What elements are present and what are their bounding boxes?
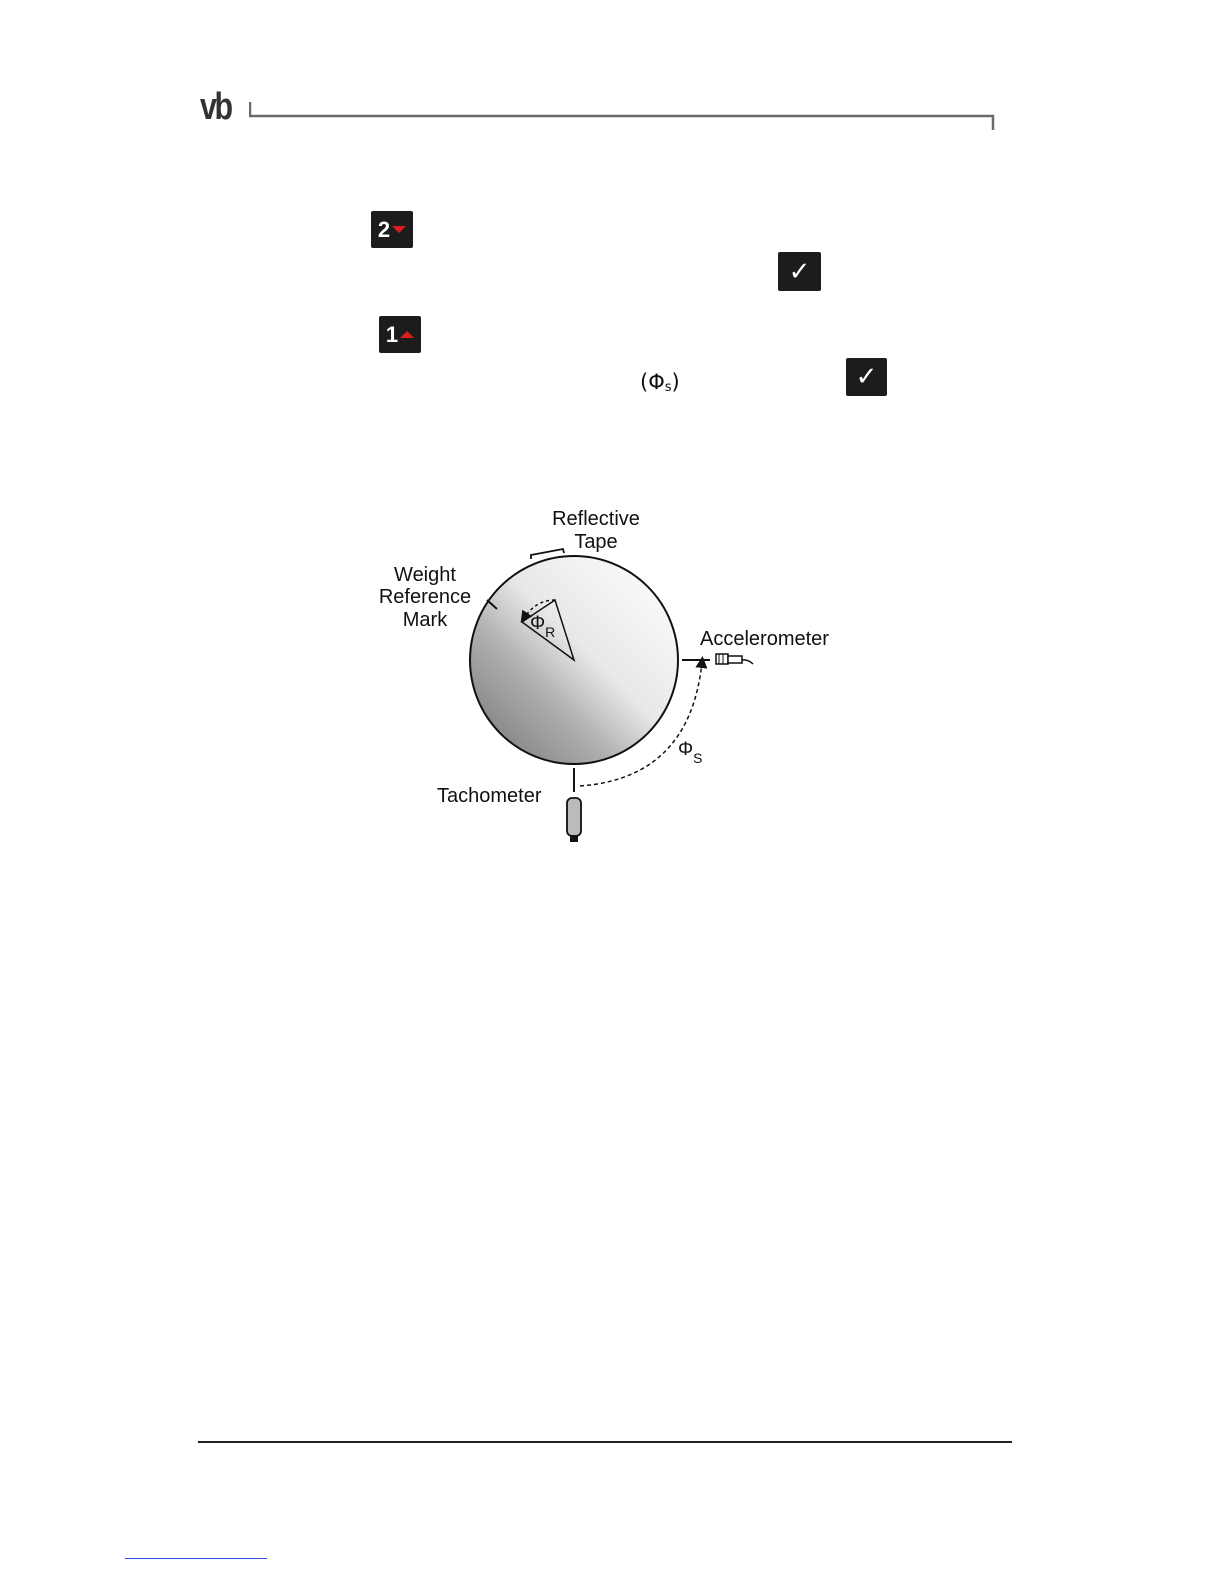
key-1-label: 1 <box>385 321 399 347</box>
balancing-diagram <box>360 495 880 855</box>
phi-s-phi: Φ <box>648 370 665 394</box>
label-reference: Reference <box>378 586 472 608</box>
label-phi-r-sub: R <box>545 624 556 640</box>
label-phi-s-sub: S <box>693 750 703 766</box>
check-icon: ✓ <box>855 362 878 392</box>
check-icon: ✓ <box>788 256 811 287</box>
label-weight: Weight <box>394 564 456 586</box>
label-mark: Mark <box>402 609 448 631</box>
footer-link-underline[interactable] <box>125 1558 267 1559</box>
phi-s-sub: s <box>664 380 672 395</box>
vb-logo: vb <box>200 86 231 128</box>
label-tape: Tape <box>574 531 618 553</box>
label-phi-s <box>678 739 703 766</box>
label-phi-s-phi: Φ <box>678 739 694 760</box>
footer-rule <box>198 1441 1012 1443</box>
red-up-arrow-icon <box>400 331 414 339</box>
label-reflective: Reflective <box>552 508 640 530</box>
key-2-down-button[interactable] <box>371 211 413 248</box>
accelerometer-sensor-icon <box>716 654 753 664</box>
phi-s-symbol: $(\Phi_s)$ <box>640 370 680 395</box>
key-2-label: 2 <box>377 216 391 242</box>
tachometer-probe-icon <box>567 798 581 842</box>
header-rule <box>249 102 995 130</box>
check-button[interactable] <box>778 252 821 291</box>
check-button-2[interactable] <box>846 358 887 396</box>
key-1-up-button[interactable] <box>379 316 421 353</box>
label-phi-r-phi: Φ <box>530 613 546 634</box>
label-tachometer: Tachometer <box>437 785 542 807</box>
red-down-arrow-icon <box>392 226 406 234</box>
label-accelerometer: Accelerometer <box>700 628 829 650</box>
